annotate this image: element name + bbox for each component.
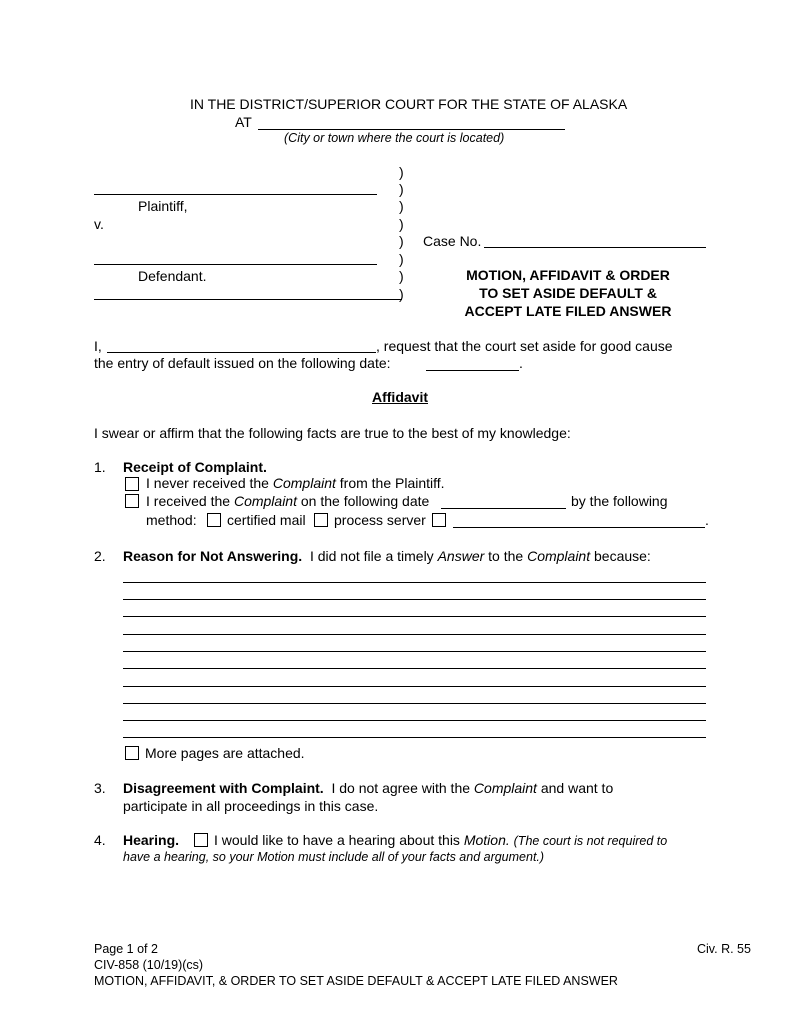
process-server-checkbox[interactable] [314,513,328,527]
reason-line[interactable] [123,720,706,721]
defendant-name-field[interactable] [94,264,377,265]
reason-line[interactable] [123,599,706,600]
item-1-number: 1. [94,459,106,475]
doc-title-line-2: TO SET ASIDE DEFAULT & [479,285,657,301]
caption-paren: ) [399,251,404,267]
plaintiff-label: Plaintiff, [138,198,188,214]
item-3-number: 3. [94,780,106,796]
case-no-label: Case No. [423,233,482,249]
request-i-label: I, [94,338,102,354]
caption-paren: ) [399,268,404,284]
caption-paren: ) [399,286,404,302]
doc-title-line-3: ACCEPT LATE FILED ANSWER [464,303,672,319]
affidavit-heading: Affidavit [372,389,428,405]
item-1-option-2-tail: by the following [571,493,668,509]
defendant-underline [94,299,402,300]
caption-paren: ) [399,164,404,180]
caption-paren: ) [399,181,404,197]
item-2-heading: Reason for Not Answering. I did not file a timely Answer to the Complaint because: [123,548,651,564]
form-code: CIV-858 (10/19)(cs) [94,958,204,972]
request-text-line-2: the entry of default issued on the following date: [94,355,391,371]
defendant-label: Defendant. [138,268,207,284]
caption-paren: ) [399,216,404,232]
caption-paren: ) [399,233,404,249]
doc-title-line-1: MOTION, AFFIDAVIT & ORDER [466,267,670,283]
form-title: MOTION, AFFIDAVIT, & ORDER TO SET ASIDE DEFAULT & ACCEPT LATE FILED ANSWER [94,974,618,988]
caption-paren: ) [399,198,404,214]
item-4-number: 4. [94,832,106,848]
reason-line[interactable] [123,668,706,669]
reason-line[interactable] [123,651,706,652]
method-label: method: [146,512,197,528]
plaintiff-name-field[interactable] [94,194,377,195]
movant-name-field[interactable] [107,352,376,353]
item-4-note-line-2: have a hearing, so your Motion must include all of your facts and argument.) [123,850,545,864]
received-date-field[interactable] [441,508,566,509]
never-received-checkbox[interactable] [125,477,139,491]
reason-line[interactable] [123,616,706,617]
default-date-field[interactable] [426,370,519,371]
process-server-label: process server [334,512,426,528]
item-4-text: I would like to have a hearing about this Motion. (The court is not required to [214,832,668,848]
certified-mail-label: certified mail [227,512,306,528]
at-label: AT [235,114,252,130]
court-title: IN THE DISTRICT/SUPERIOR COURT FOR THE STATE OF ALASKA [190,96,628,112]
item-1-title: Receipt of Complaint. [123,459,267,475]
reason-line[interactable] [123,582,706,583]
page-number: Page 1 of 2 [94,942,158,956]
more-pages-checkbox[interactable] [125,746,139,760]
request-text: , request that the court set aside for good cause [376,338,673,354]
item-1-option-1: I never received the Complaint from the Plaintiff. [146,475,445,491]
reason-line[interactable] [123,737,706,738]
court-location-field[interactable] [258,129,565,130]
item-3-heading: Disagreement with Complaint. I do not agree with the Complaint and want to [123,780,614,796]
item-1-option-2: I received the Complaint on the following date [146,493,430,509]
method-period: . [705,512,709,528]
case-no-field[interactable] [484,247,706,248]
item-4-title: Hearing. [123,832,180,848]
item-2-number: 2. [94,548,106,564]
versus-label: v. [94,216,104,232]
affidavit-oath: I swear or affirm that the following facts are true to the best of my knowledge: [94,425,571,441]
reason-line[interactable] [123,686,706,687]
certified-mail-checkbox[interactable] [207,513,221,527]
received-on-date-checkbox[interactable] [125,494,139,508]
request-period: . [519,355,523,371]
other-method-checkbox[interactable] [432,513,446,527]
other-method-field[interactable] [453,527,705,528]
item-3-text-line-2: participate in all proceedings in this case. [123,798,379,814]
city-hint: (City or town where the court is located) [284,131,505,145]
civil-rule: Civ. R. 55 [697,942,751,956]
hearing-request-checkbox[interactable] [194,833,208,847]
reason-line[interactable] [123,703,706,704]
reason-line[interactable] [123,634,706,635]
more-pages-label: More pages are attached. [145,745,305,761]
